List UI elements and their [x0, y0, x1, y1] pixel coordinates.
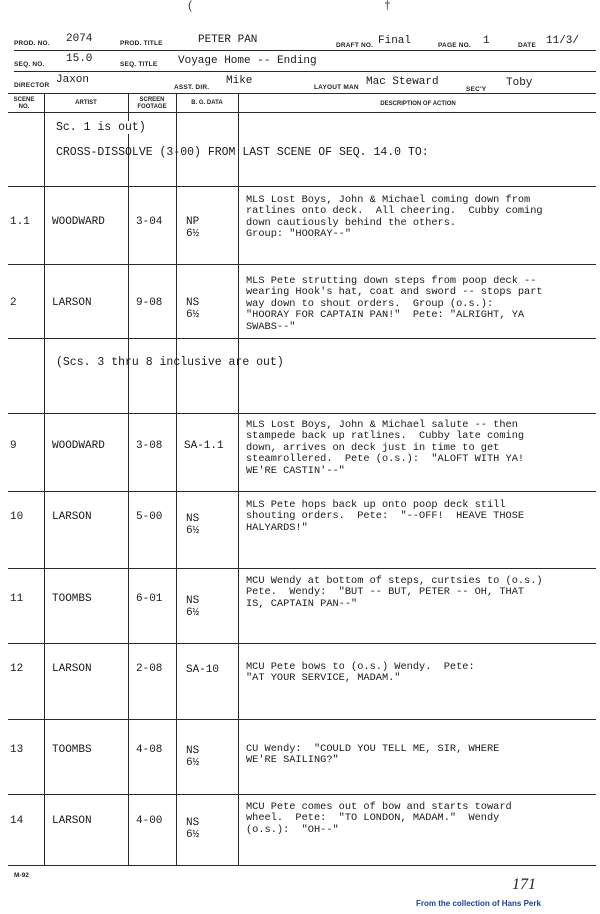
bg-data-2: 6½ — [186, 525, 200, 537]
scene-no: 12 — [10, 663, 24, 675]
description: MLS Pete strutting down steps from poop deck -- wearing Hook's hat, coat and sword -- stops part way down to shout orders. Group (o.s.): "HOORAY FOR CAPTAIN PAN!" Pete: "ALRIGHT, YA SWABS--" — [246, 275, 543, 333]
collection-credit: From the collection of Hans Perk — [416, 899, 541, 908]
rule — [8, 264, 596, 265]
handwritten-page-number: 171 — [512, 876, 536, 893]
bg-data-2: 6½ — [186, 309, 200, 321]
bg-data: NS — [186, 817, 200, 829]
rule — [8, 338, 596, 339]
screen-footage: 4-08 — [136, 744, 163, 756]
scene-no: 9 — [10, 440, 17, 452]
artist: LARSON — [52, 663, 92, 675]
seq-no: 15.0 — [66, 53, 93, 65]
artist: WOODWARD — [52, 216, 105, 228]
pencil-mark: † — [384, 0, 391, 12]
page-no: 1 — [483, 35, 490, 47]
rule — [8, 413, 596, 414]
artist: WOODWARD — [52, 440, 105, 452]
col-scene-no: SCENE NO. — [13, 97, 35, 110]
note-scs-out: (Scs. 3 thru 8 inclusive are out) — [56, 356, 284, 369]
rule — [8, 186, 596, 187]
description: MLS Lost Boys, John & Michael salute -- then stampede back up ratlines. Cubby late coming down, arrives on deck just in time to get steamrollered. Pete (o.s.): "ALOFT WITH YA! WE'RE CASTIN'--" — [246, 419, 525, 477]
scene-no: 10 — [10, 511, 24, 523]
asst-dir: Mike — [226, 75, 253, 87]
artist: LARSON — [52, 297, 92, 309]
form-number: M-92 — [14, 872, 29, 879]
bg-data: NS — [186, 297, 200, 309]
description: CU Wendy: "COULD YOU TELL ME, SIR, WHERE WE'RE SAILING?" — [246, 743, 500, 767]
prod-no: 2074 — [66, 33, 93, 45]
bg-data: NS — [186, 595, 200, 607]
note-cross-dissolve: CROSS-DISSOLVE (3-00) FROM LAST SCENE OF SEQ. 14.0 TO: — [56, 146, 429, 159]
scene-no: 14 — [10, 815, 24, 827]
screen-footage: 6-01 — [136, 593, 163, 605]
asst-dir-label: ASST. DIR. — [174, 84, 210, 91]
seq-no-label: SEQ. NO. — [14, 61, 45, 68]
screen-footage: 9-08 — [136, 297, 163, 309]
scene-no: 13 — [10, 744, 24, 756]
page-no-label: PAGE NO. — [438, 42, 471, 49]
screen-footage: 5-00 — [136, 511, 163, 523]
rule — [14, 50, 596, 51]
screen-footage: 3-08 — [136, 440, 163, 452]
artist: LARSON — [52, 511, 92, 523]
bg-data-2: 6½ — [186, 829, 200, 841]
rule — [14, 71, 596, 72]
artist: TOOMBS — [52, 593, 92, 605]
bg-data-2: 6½ — [186, 228, 200, 240]
description: MCU Pete bows to (o.s.) Wendy. Pete: "AT YOUR SERVICE, MADAM." — [246, 661, 475, 685]
description: MLS Lost Boys, John & Michael coming down from ratlines onto deck. All cheering. Cubby coming down cautiously behind the others. Group: "HOORAY--" — [246, 194, 543, 241]
date-label: DATE — [518, 42, 537, 49]
seq-title-label: SEQ. TITLE — [120, 61, 158, 68]
col-divider — [44, 93, 45, 865]
scene-no: 11 — [10, 593, 24, 605]
rule — [8, 491, 596, 492]
col-divider — [238, 93, 239, 865]
draft-no-label: DRAFT NO. — [336, 42, 374, 49]
director-label: DIRECTOR — [14, 82, 50, 89]
col-divider — [128, 93, 129, 865]
col-screen-footage: SCREEN FOOTAGE — [137, 97, 167, 110]
prod-no-label: PROD. NO. — [14, 40, 50, 47]
pencil-mark: ( — [188, 0, 192, 12]
artist: LARSON — [52, 815, 92, 827]
date: 11/3/ — [546, 35, 580, 47]
artist: TOOMBS — [52, 744, 92, 756]
col-description: DESCRIPTION OF ACTION — [380, 101, 456, 107]
note-sc1-out: Sc. 1 is out) — [56, 121, 146, 134]
screen-footage: 3-04 — [136, 216, 163, 228]
bg-data: NS — [186, 745, 200, 757]
rule — [8, 719, 596, 720]
draft-no: Final — [378, 35, 412, 47]
scene-no: 1.1 — [10, 216, 30, 228]
col-artist: ARTIST — [75, 100, 97, 106]
col-bg-data: B. G. DATA — [191, 100, 223, 106]
rule — [8, 643, 596, 644]
rule — [8, 794, 596, 795]
col-divider — [176, 93, 177, 865]
rule — [8, 112, 596, 113]
bg-data: SA-1.1 — [184, 440, 224, 452]
scene-no: 2 — [10, 297, 17, 309]
bg-data: SA-10 — [186, 664, 220, 676]
seq-title: Voyage Home -- Ending — [178, 55, 317, 67]
director: Jaxon — [56, 74, 90, 86]
screen-footage: 2-08 — [136, 663, 163, 675]
description: MCU Wendy at bottom of steps, curtsies to (o.s.) Pete. Wendy: "BUT -- BUT, PETER -- OH, THAT IS, CAPTAIN PAN--" — [246, 575, 543, 610]
bg-data-2: 6½ — [186, 757, 200, 769]
layout-man: Mac Steward — [366, 76, 439, 88]
bg-data-2: 6½ — [186, 607, 200, 619]
bg-data: NS — [186, 513, 200, 525]
layout-man-label: LAYOUT MAN — [314, 84, 359, 91]
prod-title: PETER PAN — [198, 34, 258, 46]
rule — [8, 568, 596, 569]
secy-label: SEC'Y — [466, 86, 487, 93]
secy: Toby — [506, 77, 533, 89]
rule — [8, 865, 596, 866]
bg-data: NP — [186, 216, 200, 228]
prod-title-label: PROD. TITLE — [120, 40, 163, 47]
description: MLS Pete hops back up onto poop deck still shouting orders. Pete: "--OFF! HEAVE THOSE HALYARDS!" — [246, 499, 525, 534]
rule — [8, 93, 596, 94]
screen-footage: 4-00 — [136, 815, 163, 827]
description: MCU Pete comes out of bow and starts toward wheel. Pete: "TO LONDON, MADAM." Wendy (o.s.): "OH--" — [246, 801, 512, 836]
